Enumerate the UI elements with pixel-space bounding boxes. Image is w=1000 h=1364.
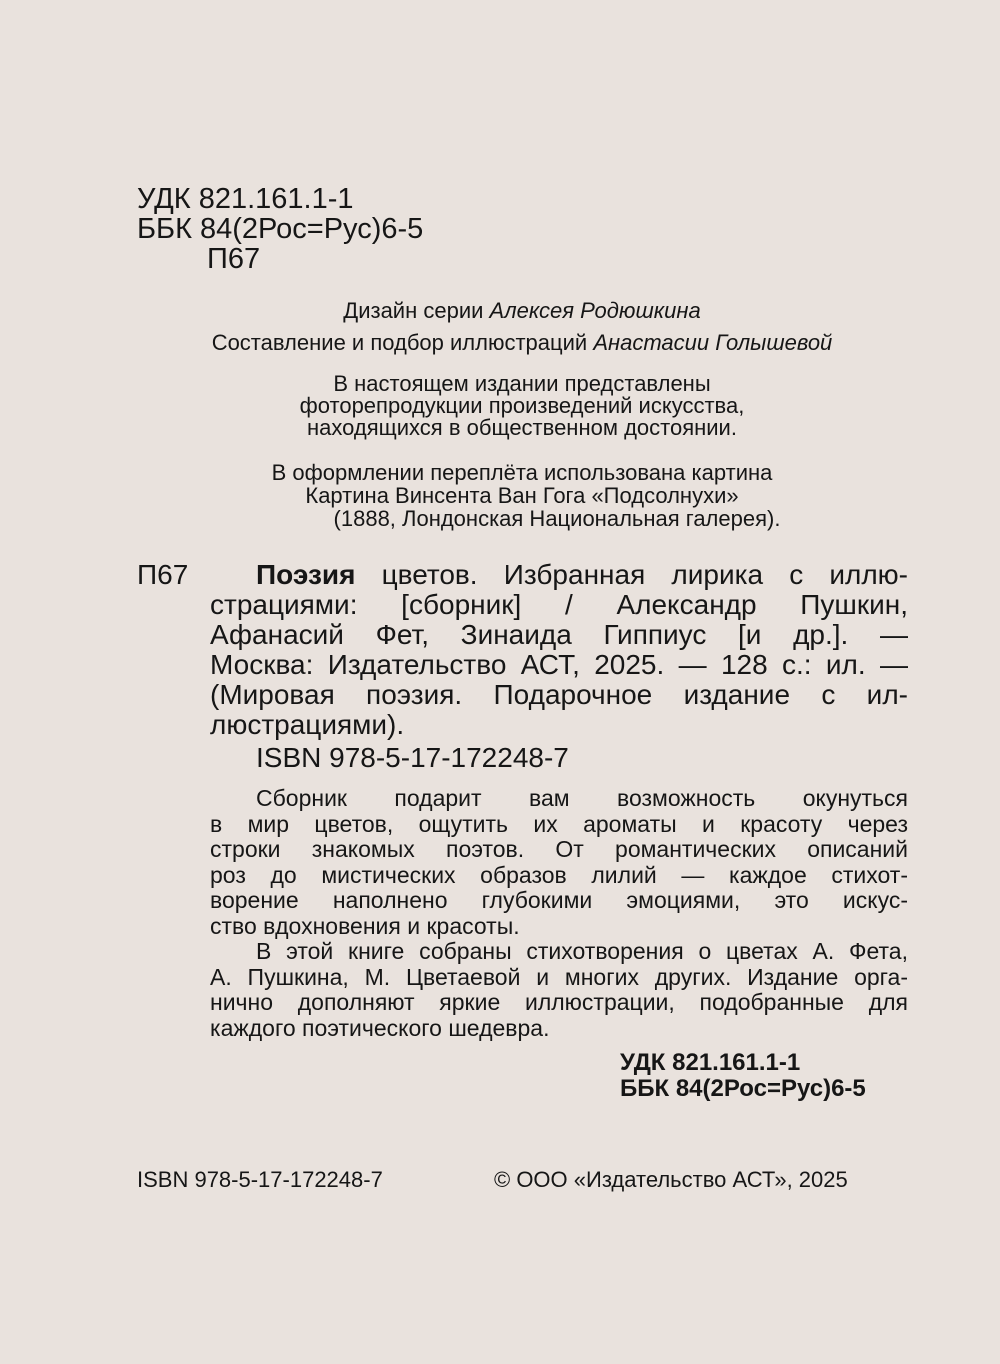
series-design-prefix: Дизайн серии	[343, 298, 484, 323]
cover-line: (1888, Лондонская Национальная галерея).	[333, 506, 781, 531]
series-design-credit	[22, 299, 1000, 323]
notice-line: фоторепродукции произведений искусства,	[299, 393, 745, 418]
annotation-line: В этой книге собраны стихотворения о цветах А. Фета,	[256, 938, 908, 964]
annotation-line: А. Пушкина, М. Цветаевой и многих других. Издание орга-	[210, 963, 908, 990]
udk-code: УДК 821.161.1-1	[137, 183, 354, 215]
bbk-code-bottom: ББК 84(2Рос=Рус)6-5	[620, 1075, 866, 1102]
cover-line: В оформлении переплёта использована картина	[271, 460, 773, 485]
entry-line: страциями: [сборник] / Александр Пушкин,	[210, 589, 908, 620]
annotation-line: строки знакомых поэтов. От романтических описаний	[210, 836, 908, 862]
entry-isbn: ISBN 978-5-17-172248-7	[256, 742, 569, 773]
annotation-line: ворение наполнено глубокими эмоциями, это искус-	[210, 887, 908, 913]
classification-bottom	[620, 1050, 866, 1102]
entry-line: (Мировая поэзия. Подарочное издание с ил-	[210, 679, 908, 710]
annotation-line: нично дополняют яркие иллюстрации, подобранные для	[210, 989, 908, 1015]
series-designer-name: Алексея Родюшкина	[489, 298, 701, 323]
notice-line: находящихся в общественном достоянии.	[307, 415, 737, 440]
annotation-line: Сборник подарит вам возможность окунуться	[256, 785, 908, 811]
cover-line: Картина Винсента Ван Гога «Подсолнухи»	[305, 483, 739, 508]
entry-line: люстрациями).	[210, 709, 405, 740]
cover-notice	[0, 461, 1000, 530]
compilation-credit	[22, 331, 1000, 355]
annotation-line: в мир цветов, ощутить их ароматы и красоту через	[210, 810, 908, 837]
compilation-prefix: Составление и подбор иллюстраций	[211, 330, 588, 355]
entry-line: Афанасий Фет, Зинаида Гиппиус [и др.]. —	[210, 619, 908, 650]
public-domain-notice	[0, 373, 1000, 439]
udk-code-bottom: УДК 821.161.1-1	[620, 1049, 801, 1076]
compiler-name: Анастасии Голышевой	[593, 330, 833, 355]
bibliographic-entry	[210, 560, 908, 740]
author-mark: П67	[207, 243, 261, 275]
annotation-line: ство вдохновения и красоты.	[210, 912, 520, 939]
entry-title-bold: Поэзия	[256, 559, 356, 590]
entry-line: Москва: Издательство АСТ, 2025. — 128 с.: ил. —	[210, 649, 908, 680]
annotation-line: роз до мистических образов лилий — каждое стихот-	[210, 861, 908, 888]
entry-line: цветов. Избранная лирика с иллю-	[381, 559, 908, 590]
bbk-code: ББК 84(2Рос=Рус)6-5	[137, 213, 424, 245]
notice-line: В настоящем издании представлены	[333, 371, 711, 396]
footer-copyright: © ООО «Издательство АСТ», 2025	[494, 1167, 848, 1192]
annotation	[210, 786, 908, 1041]
entry-mark: П67	[137, 559, 189, 590]
footer-isbn: ISBN 978-5-17-172248-7	[137, 1167, 383, 1192]
annotation-line: каждого поэтического шедевра.	[210, 1014, 550, 1041]
